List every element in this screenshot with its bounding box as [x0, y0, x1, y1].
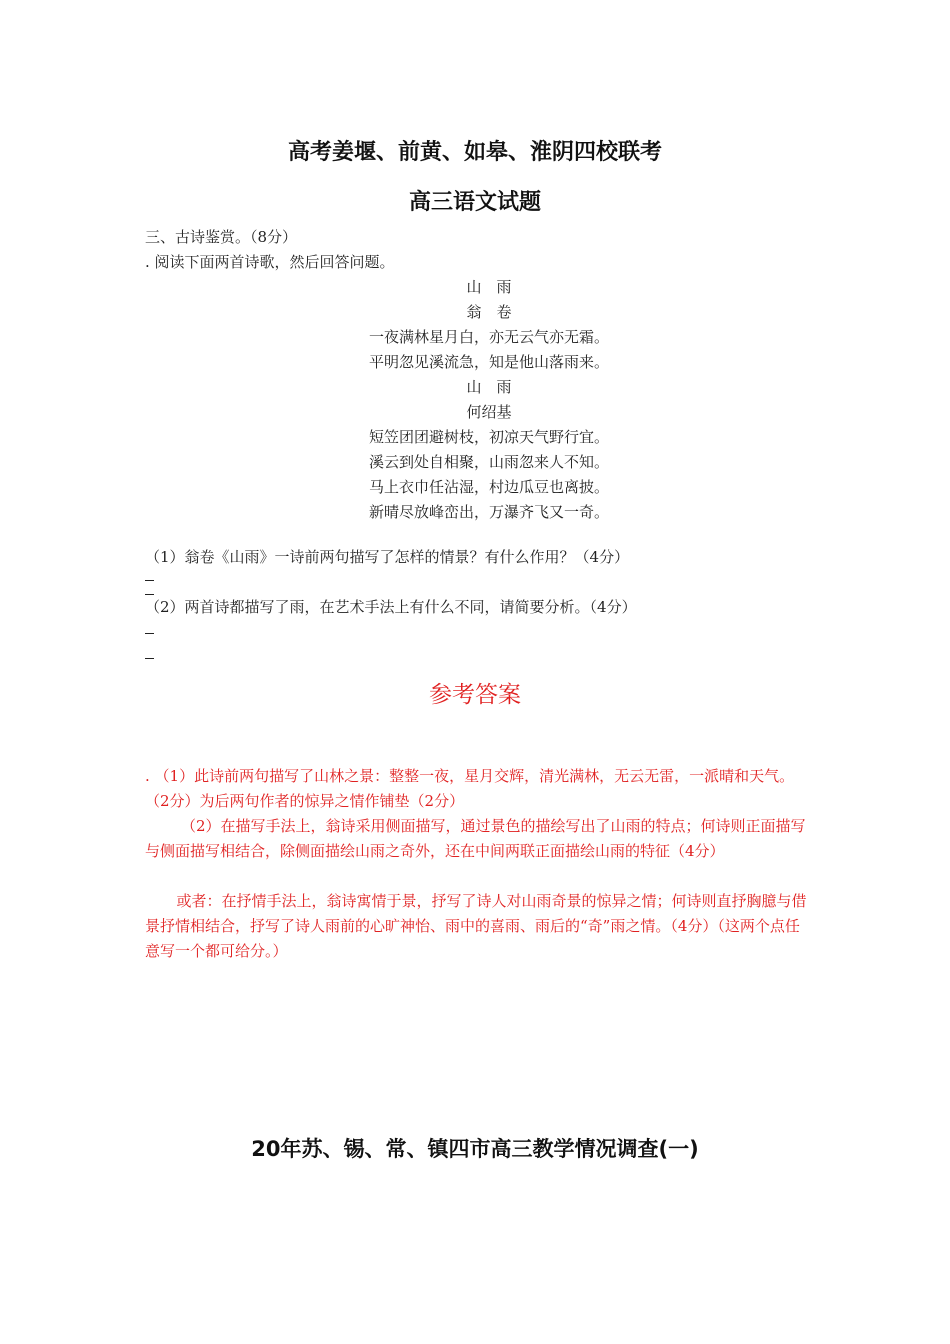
- next-exam-title: 20年苏、锡、常、镇四市高三教学情况调查(一): [251, 1137, 699, 1161]
- answer-2: （2）在描写手法上，翁诗采用侧面描写，通过景色的描绘写出了山雨的特点；何诗则正面描写与侧面描写相结合，除侧面描绘山雨之奇外，还在中间两联正面描绘山雨的特征（4分）: [145, 817, 806, 860]
- poem-1-author: 翁 卷: [466, 303, 512, 321]
- section-heading: 三、古诗鉴赏。（8分）: [145, 228, 298, 246]
- exam-title: 高考姜堰、前黄、如皋、淮阴四校联考: [287, 140, 662, 165]
- poem-1-line: 一夜满林星月白，亦无云气亦无霜。: [368, 328, 609, 346]
- poem-2-author: 何绍基: [466, 403, 512, 421]
- answer-blank-line: [145, 594, 154, 595]
- poem-2-line: 新晴尽放峰峦出，万瀑齐飞又一奇。: [368, 503, 609, 521]
- poem-2-title: 山 雨: [466, 378, 512, 396]
- poem-2-line: 马上衣巾任沾湿，村边瓜豆也离披。: [368, 478, 609, 496]
- answer-blank-line: [145, 658, 154, 659]
- poem-1-line: 平明忽见溪流急，知是他山落雨来。: [368, 353, 609, 371]
- reading-instruction: . 阅读下面两首诗歌，然后回答问题。: [145, 253, 395, 271]
- answer-blank-line: [145, 633, 154, 634]
- poem-2-line: 溪云到处自相聚，山雨忽来人不知。: [368, 453, 609, 471]
- answer-blank-line: [145, 580, 154, 581]
- answer-1: . （1）此诗前两句描写了山林之景：整整一夜，星月交辉，清光满林，无云无雷，一派晴和天气。（2分）为后两句作者的惊异之情作铺垫（2分）: [145, 767, 795, 810]
- question-1: （1）翁卷《山雨》一诗前两句描写了怎样的情景？有什么作用？（4分）: [145, 548, 630, 566]
- poem-2-line: 短笠团团避树枝，初凉天气野行宜。: [368, 428, 609, 446]
- poem-1-title: 山 雨: [466, 278, 512, 296]
- exam-subtitle: 高三语文试题: [408, 190, 541, 215]
- question-2: （2）两首诗都描写了雨，在艺术手法上有什么不同，请简要分析。（4分）: [145, 598, 637, 616]
- answer-heading: 参考答案: [429, 682, 521, 708]
- answer-2-alternative: 或者：在抒情手法上，翁诗寓情于景，抒写了诗人对山雨奇景的惊异之情；何诗则直抒胸臆与借景抒情相结合，抒写了诗人雨前的心旷神怡、雨中的喜雨、雨后的“奇”雨之情。（4分）（这两个点任意写一个都可给分。）: [145, 892, 807, 960]
